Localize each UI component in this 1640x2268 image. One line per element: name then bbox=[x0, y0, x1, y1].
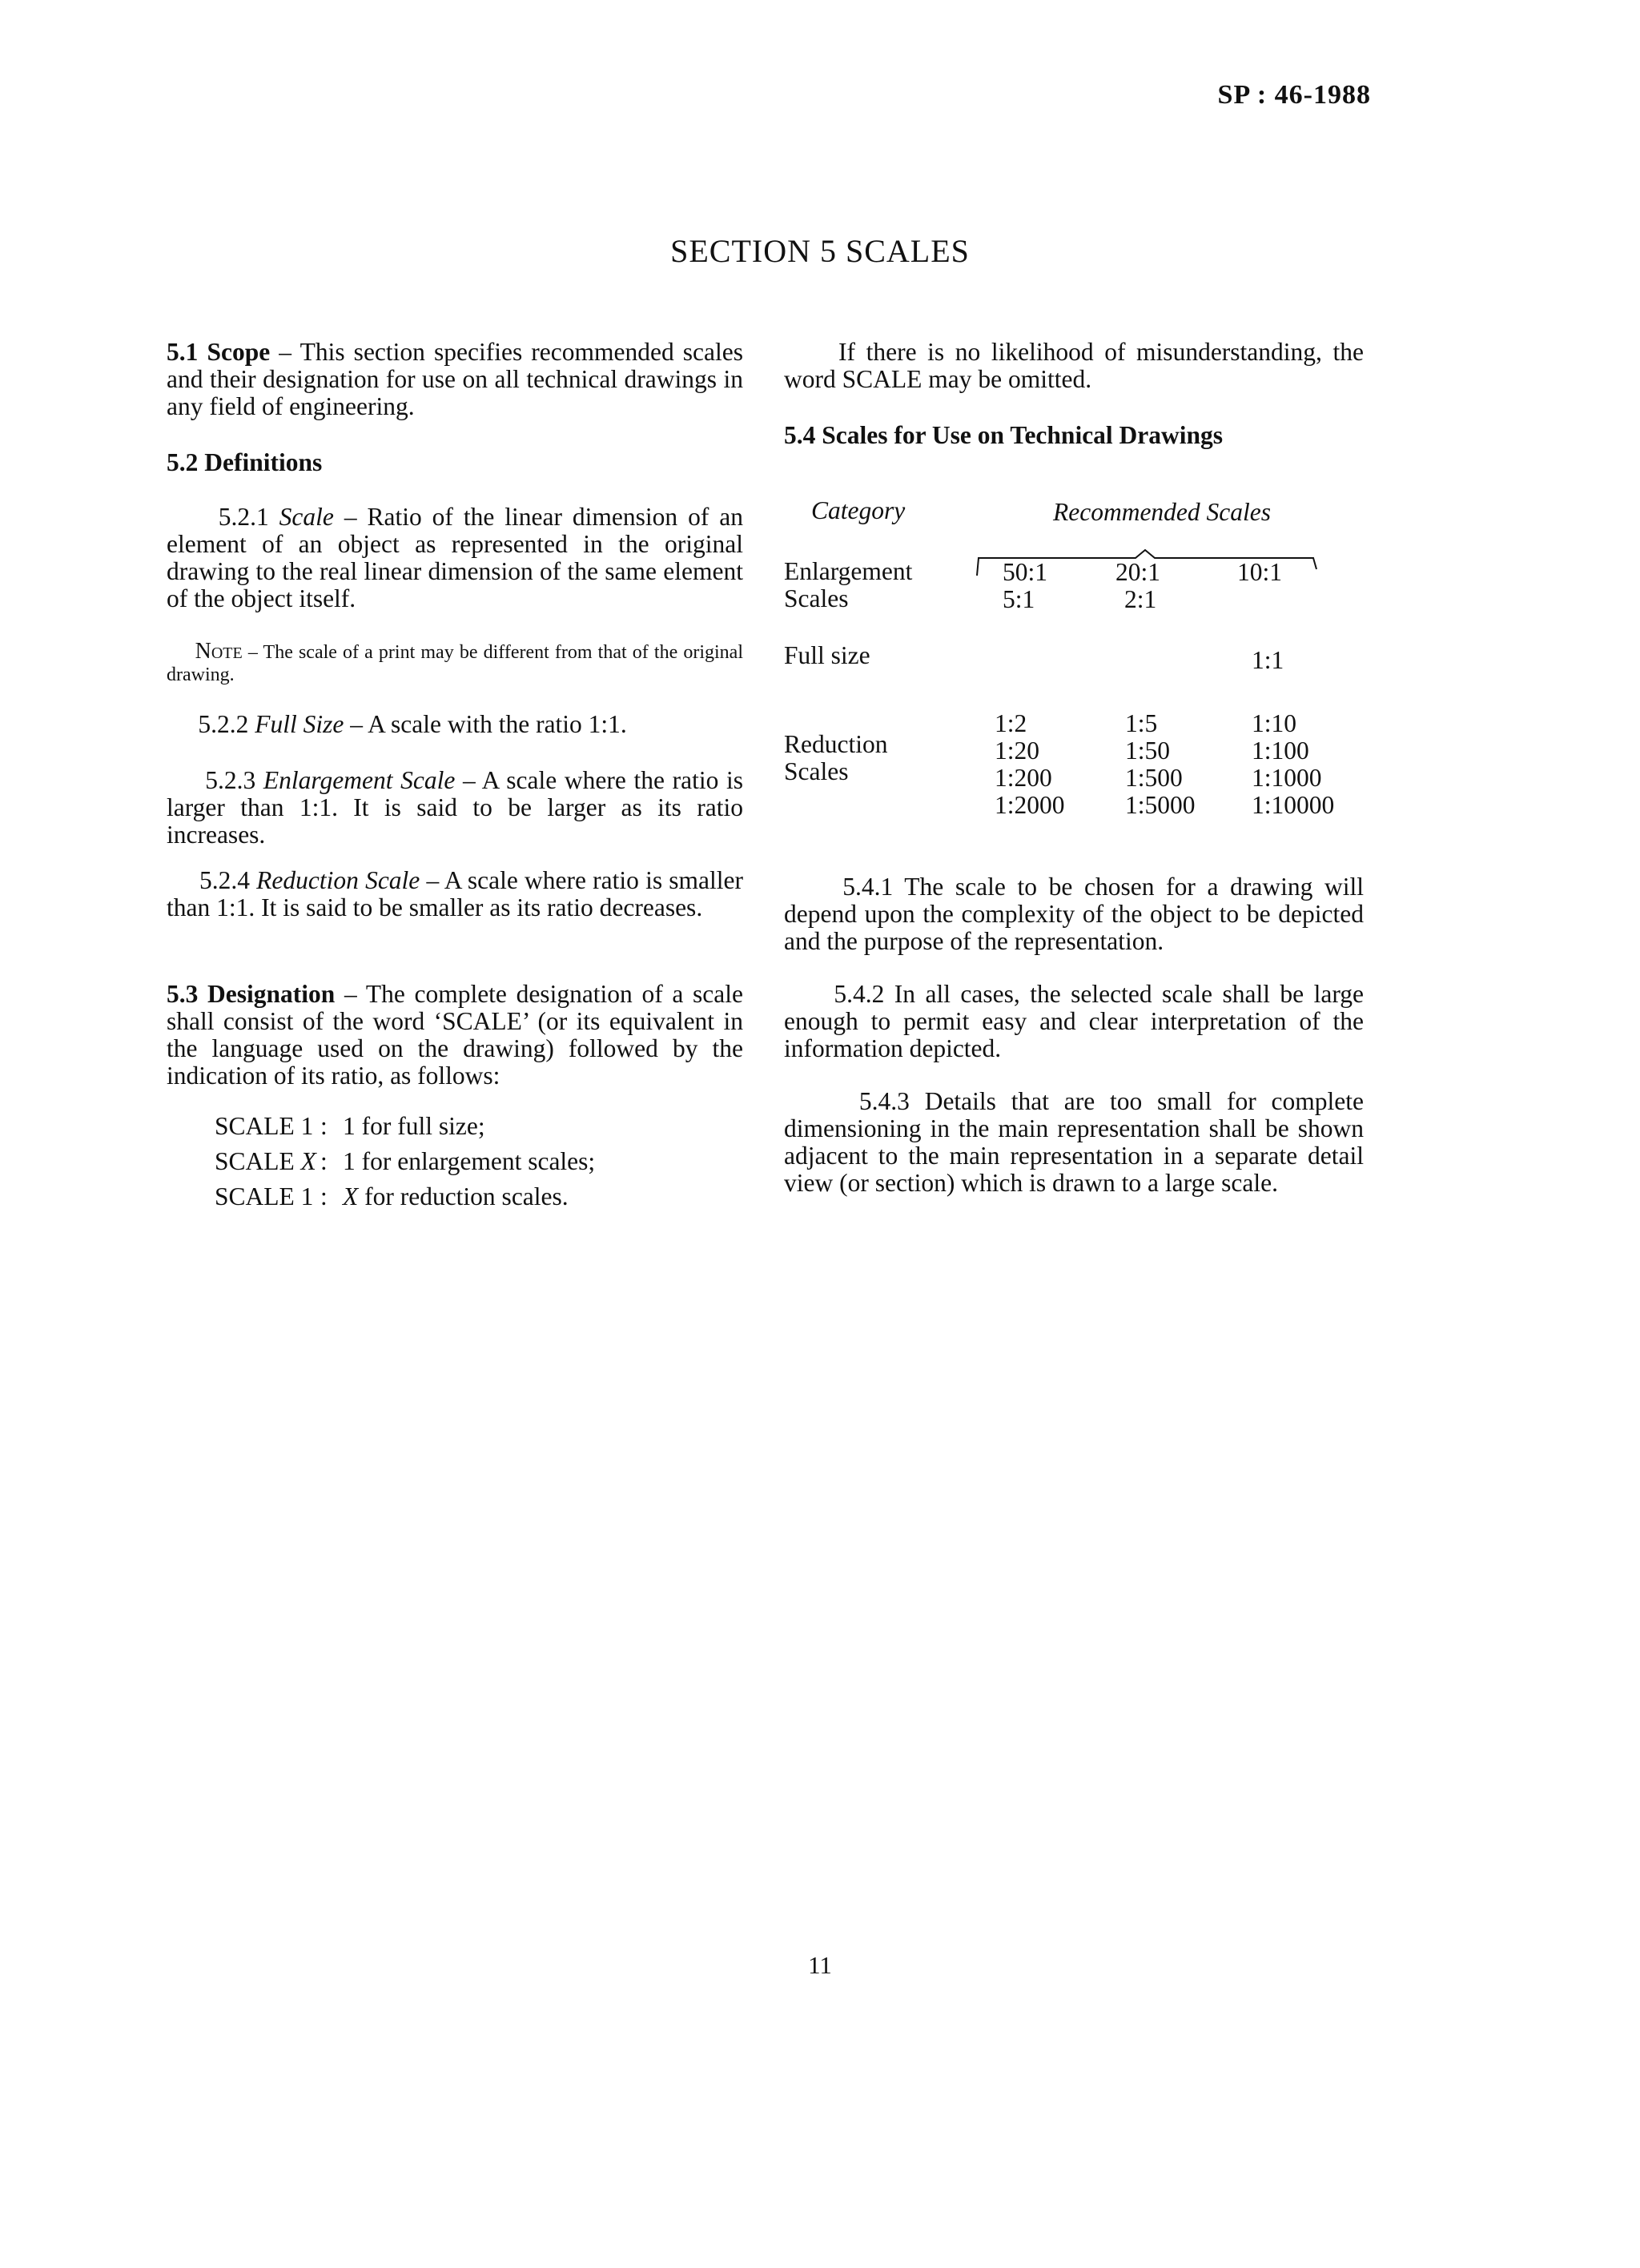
scale-cell: 1:50 bbox=[1125, 737, 1171, 765]
note-text: – The scale of a print may be different from that of the original drawing. bbox=[167, 642, 743, 685]
designation-text: – The complete designation of a scale shall consist of the word ‘SCALE’ (or its equivalent in the language used on the drawing) followed by the indication of its ratio, as follows: bbox=[167, 980, 743, 1090]
def-enlarge-term: Enlargement Scale bbox=[263, 766, 456, 794]
scope-text: This section specifies recommended scales and their designation for use on all technical drawings in any field of engineering. bbox=[167, 338, 744, 420]
document-id: SP : 46-1988 bbox=[1217, 80, 1371, 110]
definition-full-size: 5.2.2 Full Size – A scale with the ratio 1:1. bbox=[198, 710, 627, 738]
paragraph-5-4-3: 5.4.3 Details that are too small for complete dimensioning in the main representation shall be shown adjacent to the main representation in a separate detail view (or section) which is drawn to a large scale. bbox=[784, 1087, 1364, 1197]
scale-cell: 1:1000 bbox=[1252, 764, 1322, 792]
category-full-size: Full size bbox=[784, 641, 870, 669]
def-scale-term: Scale bbox=[279, 503, 334, 531]
scale-cell: 1:200 bbox=[995, 764, 1052, 792]
scope-heading: 5.1 Scope bbox=[167, 338, 271, 366]
scale-cell: 1:2000 bbox=[995, 791, 1065, 819]
def-full-term: Full Size bbox=[255, 710, 344, 738]
definition-scale bbox=[167, 504, 743, 612]
scale-cell: 1:5000 bbox=[1125, 791, 1196, 819]
def-scale-number: 5.2.1 bbox=[218, 503, 269, 531]
paragraph-5-4-2: 5.4.2 In all cases, the selected scale shall be large enough to permit easy and clear interpretation of the information depicted. bbox=[784, 980, 1365, 1062]
reduction-col-3 bbox=[1252, 710, 1334, 819]
page-number: 11 bbox=[808, 1951, 832, 1979]
category-enlargement: Enlargement Scales bbox=[784, 557, 913, 612]
scope-dash: – bbox=[270, 338, 300, 366]
scale-cell: 50:1 bbox=[1003, 558, 1048, 586]
scale-cell: 1:10 bbox=[1252, 709, 1297, 737]
col-header-recommended: Recommended Scales bbox=[1053, 498, 1272, 526]
table-heading: 5.4 Scales for Use on Technical Drawings bbox=[784, 421, 1224, 449]
scale-cell: 1:20 bbox=[995, 737, 1040, 765]
note-word: Note bbox=[195, 639, 243, 664]
scale-cell: 1:2 bbox=[995, 709, 1027, 737]
col-header-category: Category bbox=[811, 496, 906, 524]
reduction-col-2 bbox=[1125, 710, 1196, 819]
scale-cell: 1:100 bbox=[1252, 737, 1309, 765]
scale-cell: 20:1 bbox=[1115, 558, 1161, 586]
def-reduce-term: Reduction Scale bbox=[256, 866, 420, 894]
scale-cell: 1:1 bbox=[1252, 646, 1284, 674]
section-title: SECTION 5 SCALES bbox=[670, 233, 970, 269]
scale-line-enlargement: SCALE X :1 for enlargement scales; bbox=[215, 1147, 596, 1175]
def-scale-text: – Ratio of the linear dimension of an element of an object as represented in the original drawing to the real linear dimension of the same element of the object itself. bbox=[167, 503, 744, 612]
scale-cell: 1:5 bbox=[1125, 709, 1158, 737]
scale-cell: 1:10000 bbox=[1252, 791, 1335, 819]
scale-cell: 5:1 bbox=[1003, 585, 1035, 613]
scale-designation-list bbox=[167, 1109, 743, 1214]
definition-reduction: 5.2.4 Reduction Scale – A scale where ratio is smaller than 1:1. It is said to be smaller as its ratio decreases. bbox=[167, 866, 744, 921]
scale-cell: 1:500 bbox=[1125, 764, 1183, 792]
category-reduction: Reduction Scales bbox=[784, 730, 888, 785]
scope-paragraph bbox=[167, 339, 743, 420]
paragraph-5-4-1: 5.4.1 The scale to be chosen for a drawing will depend upon the complexity of the object to be depicted and the purpose of the representation. bbox=[784, 873, 1365, 955]
designation-heading: 5.3 Designation bbox=[167, 980, 336, 1008]
definitions-heading: 5.2 Definitions bbox=[167, 448, 323, 476]
scale-line-reduction: SCALE 1 : X for reduction scales. bbox=[215, 1182, 569, 1210]
reduction-col-1 bbox=[995, 710, 1065, 819]
scale-line-full: SCALE 1 :1 for full size; bbox=[215, 1112, 485, 1140]
omit-paragraph: If there is no likelihood of misunderstanding, the word SCALE may be omitted. bbox=[784, 338, 1364, 393]
scale-cell: 2:1 bbox=[1124, 585, 1157, 613]
definition-enlargement: 5.2.3 Enlargement Scale – A scale where the ratio is larger than 1:1. It is said to be larger as its ratio increases. bbox=[167, 766, 744, 849]
designation-paragraph bbox=[167, 981, 743, 1090]
scale-cell: 10:1 bbox=[1237, 558, 1283, 586]
definition-note bbox=[167, 640, 743, 686]
